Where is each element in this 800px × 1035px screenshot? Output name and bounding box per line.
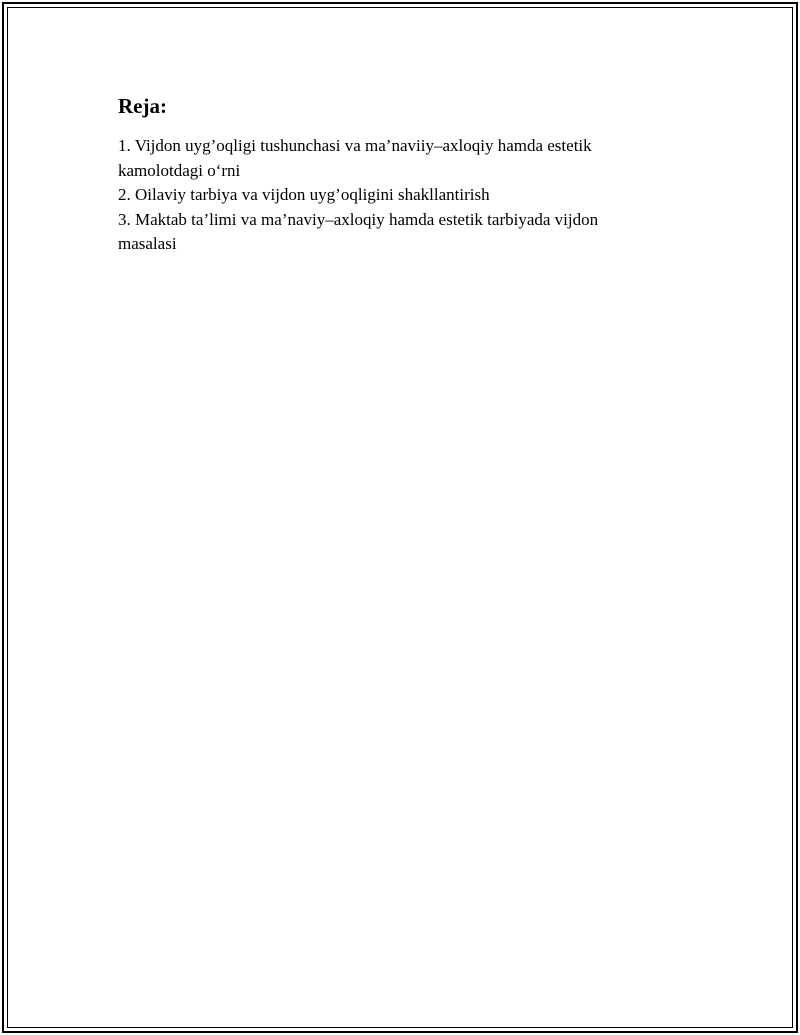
plan-heading: Reja:: [118, 94, 167, 118]
plan-list: [118, 134, 658, 257]
document-body: [118, 93, 658, 257]
plan-item-3: 3. Maktab ta’limi va ma’naviy–axloqiy hamda estetik tarbiyada vijdon masalasi: [118, 209, 599, 253]
plan-item-1: 1. Vijdon uyg’oqligi tushunchasi va ma’naviiy–axloqiy hamda estetik kamolotdagi o‘rni: [118, 136, 592, 180]
plan-item-2: 2. Oilaviy tarbiya va vijdon uyg’oqligini shakllantirish: [118, 185, 490, 204]
